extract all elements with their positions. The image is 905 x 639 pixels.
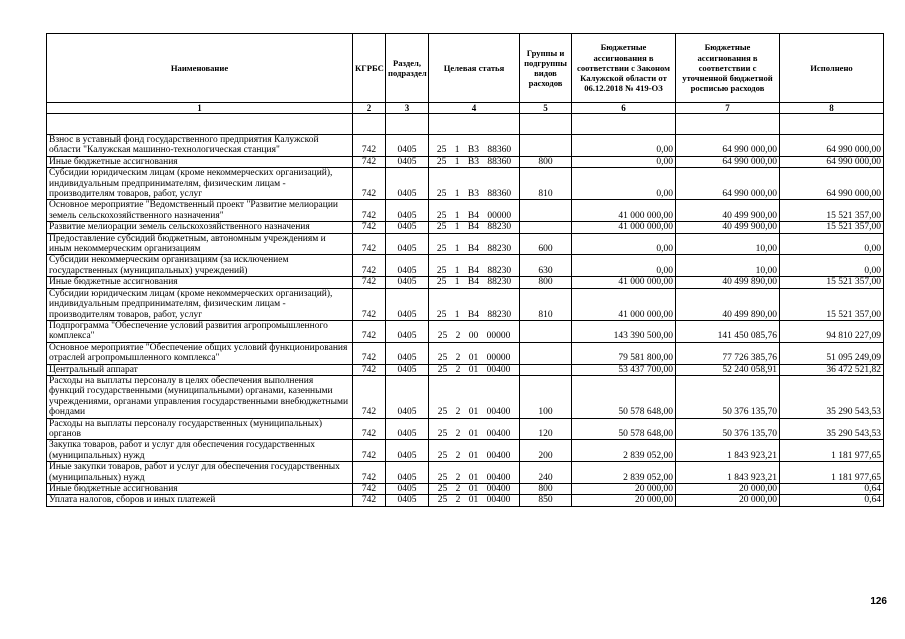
column-number-row <box>47 103 884 114</box>
cell-section: 0405 <box>386 418 429 440</box>
cell-name: Расходы на выплаты персоналу государственных (муниципальных) органов <box>47 418 353 440</box>
cell-law: 53 437 700,00 <box>572 364 676 375</box>
cell-refined: 64 990 000,00 <box>676 135 780 157</box>
cell-kgrbs: 742 <box>353 156 386 167</box>
cell-section: 0405 <box>386 168 429 200</box>
cell-target: 25 1 В3 88360 <box>429 168 520 200</box>
cell-target: 25 1 В3 88360 <box>429 135 520 157</box>
table-row <box>47 277 884 288</box>
table-row <box>47 462 884 484</box>
cell-kgrbs: 742 <box>353 168 386 200</box>
cell-name: Предоставление субсидий бюджетным, автономным учреждениям и иным некоммерческим организациям <box>47 233 353 255</box>
table-row <box>47 200 884 222</box>
cell-group: 810 <box>520 288 572 320</box>
table-body <box>47 114 884 507</box>
header-groups: Группы и подгруппы видов расходов <box>520 34 572 103</box>
cell-group: 120 <box>520 418 572 440</box>
cell-group <box>520 342 572 364</box>
cell-section: 0405 <box>386 375 429 418</box>
table-row <box>47 320 884 342</box>
cell-kgrbs: 742 <box>353 222 386 233</box>
cell-section: 0405 <box>386 288 429 320</box>
table-row <box>47 418 884 440</box>
cell-name: Субсидии юридическим лицам (кроме некоммерческих организаций), индивидуальным предпринимателям, физическим лицам - производителям товаров, работ, услуг <box>47 168 353 200</box>
table-row <box>47 156 884 167</box>
cell-name: Иные закупки товаров, работ и услуг для обеспечения государственных (муниципальных) нужд <box>47 462 353 484</box>
cell-law: 143 390 500,00 <box>572 320 676 342</box>
cell-target: 25 2 00 00000 <box>429 320 520 342</box>
cell-executed: 64 990 000,00 <box>780 135 884 157</box>
cell-executed: 35 290 543,53 <box>780 375 884 418</box>
cell-section: 0405 <box>386 462 429 484</box>
table-row <box>47 233 884 255</box>
cell-law: 0,00 <box>572 135 676 157</box>
cell-executed: 51 095 249,09 <box>780 342 884 364</box>
cell-section: 0405 <box>386 440 429 462</box>
cell-target: 25 1 В4 00000 <box>429 200 520 222</box>
cell-executed: 0,00 <box>780 255 884 277</box>
cell-kgrbs: 742 <box>353 255 386 277</box>
cell-executed: 64 990 000,00 <box>780 168 884 200</box>
cell-law: 41 000 000,00 <box>572 222 676 233</box>
cell-law: 41 000 000,00 <box>572 277 676 288</box>
cell-section: 0405 <box>386 255 429 277</box>
cell-refined: 50 376 135,70 <box>676 418 780 440</box>
cell-refined: 64 990 000,00 <box>676 168 780 200</box>
cell-kgrbs: 742 <box>353 233 386 255</box>
col-num: 7 <box>676 103 780 114</box>
col-num: 2 <box>353 103 386 114</box>
table-row <box>47 484 884 495</box>
col-num: 8 <box>780 103 884 114</box>
cell-kgrbs: 742 <box>353 342 386 364</box>
cell-kgrbs: 742 <box>353 277 386 288</box>
header-refined: Бюджетные ассигнования в соответствии с уточненной бюджетной росписью расходов <box>676 34 780 103</box>
cell-name: Субсидии юридическим лицам (кроме некоммерческих организаций), индивидуальным предпринимателям, физическим лицам - производителям товаров, работ, услуг <box>47 288 353 320</box>
cell-group <box>520 364 572 375</box>
cell-group: 800 <box>520 277 572 288</box>
cell-refined: 20 000,00 <box>676 484 780 495</box>
cell-kgrbs: 742 <box>353 440 386 462</box>
col-num: 4 <box>429 103 520 114</box>
cell-kgrbs: 742 <box>353 288 386 320</box>
cell-law: 41 000 000,00 <box>572 288 676 320</box>
cell-section: 0405 <box>386 342 429 364</box>
cell-target: 25 2 01 00400 <box>429 375 520 418</box>
cell-section: 0405 <box>386 135 429 157</box>
cell-section: 0405 <box>386 200 429 222</box>
cell-target: 25 2 01 00400 <box>429 462 520 484</box>
cell-target: 25 1 В3 88360 <box>429 156 520 167</box>
cell-refined: 141 450 085,76 <box>676 320 780 342</box>
cell-refined: 20 000,00 <box>676 495 780 506</box>
cell-group: 800 <box>520 156 572 167</box>
cell-group: 810 <box>520 168 572 200</box>
cell-section: 0405 <box>386 156 429 167</box>
cell-law: 0,00 <box>572 255 676 277</box>
cell-refined: 1 843 923,21 <box>676 440 780 462</box>
cell-kgrbs: 742 <box>353 364 386 375</box>
cell-name: Основное мероприятие "Обеспечение общих условий функционирования отраслей агропромышленного комплекса" <box>47 342 353 364</box>
cell-kgrbs: 742 <box>353 484 386 495</box>
cell-kgrbs: 742 <box>353 200 386 222</box>
header-executed: Исполнено <box>780 34 884 103</box>
cell-law: 0,00 <box>572 233 676 255</box>
cell-group: 200 <box>520 440 572 462</box>
cell-target: 25 1 В4 88230 <box>429 255 520 277</box>
cell-name: Развитие мелиорации земель сельскохозяйственного назначения <box>47 222 353 233</box>
cell-law: 20 000,00 <box>572 484 676 495</box>
header-row <box>47 34 884 103</box>
table-row <box>47 288 884 320</box>
budget-table-container <box>46 33 884 507</box>
cell-refined: 40 499 900,00 <box>676 200 780 222</box>
cell-name: Уплата налогов, сборов и иных платежей <box>47 495 353 506</box>
table-row <box>47 440 884 462</box>
cell-section: 0405 <box>386 233 429 255</box>
cell-refined: 77 726 385,76 <box>676 342 780 364</box>
cell-refined: 40 499 890,00 <box>676 288 780 320</box>
cell-refined: 40 499 900,00 <box>676 222 780 233</box>
table-row <box>47 342 884 364</box>
col-num: 5 <box>520 103 572 114</box>
page-number: 126 <box>870 596 887 607</box>
cell-group <box>520 200 572 222</box>
col-num: 3 <box>386 103 429 114</box>
cell-kgrbs: 742 <box>353 320 386 342</box>
cell-refined: 1 843 923,21 <box>676 462 780 484</box>
cell-section: 0405 <box>386 364 429 375</box>
cell-section: 0405 <box>386 484 429 495</box>
cell-executed: 64 990 000,00 <box>780 156 884 167</box>
cell-name: Основное мероприятие "Ведомственный проект "Развитие мелиорации земель сельскохозяйственного назначения" <box>47 200 353 222</box>
cell-law: 41 000 000,00 <box>572 200 676 222</box>
cell-kgrbs: 742 <box>353 375 386 418</box>
header-section: Раздел, подраздел <box>386 34 429 103</box>
table-row <box>47 168 884 200</box>
header-name: Наименование <box>47 34 353 103</box>
budget-table <box>46 33 884 507</box>
cell-law: 50 578 648,00 <box>572 375 676 418</box>
cell-target: 25 1 В4 88230 <box>429 233 520 255</box>
cell-group: 630 <box>520 255 572 277</box>
cell-refined: 52 240 058,91 <box>676 364 780 375</box>
cell-law: 0,00 <box>572 168 676 200</box>
cell-target: 25 2 01 00400 <box>429 440 520 462</box>
cell-group <box>520 320 572 342</box>
table-row <box>47 375 884 418</box>
cell-name: Подпрограмма "Обеспечение условий развития агропромышленного комплекса" <box>47 320 353 342</box>
cell-executed: 15 521 357,00 <box>780 277 884 288</box>
cell-executed: 1 181 977,65 <box>780 462 884 484</box>
cell-kgrbs: 742 <box>353 495 386 506</box>
table-row <box>47 255 884 277</box>
cell-section: 0405 <box>386 495 429 506</box>
cell-name: Расходы на выплаты персоналу в целях обеспечения выполнения функций государственными (муниципальными) органами, казенными учреждениями, органами управления государственными внебюджетными фондами <box>47 375 353 418</box>
cell-name: Центральный аппарат <box>47 364 353 375</box>
cell-refined: 50 376 135,70 <box>676 375 780 418</box>
cell-name: Иные бюджетные ассигнования <box>47 277 353 288</box>
cell-law: 0,00 <box>572 156 676 167</box>
cell-target: 25 1 В4 88230 <box>429 288 520 320</box>
cell-executed: 0,64 <box>780 484 884 495</box>
cell-executed: 15 521 357,00 <box>780 222 884 233</box>
cell-law: 2 839 052,00 <box>572 462 676 484</box>
header-target: Целевая статья <box>429 34 520 103</box>
cell-name: Иные бюджетные ассигнования <box>47 156 353 167</box>
cell-section: 0405 <box>386 320 429 342</box>
cell-target: 25 2 01 00000 <box>429 342 520 364</box>
cell-law: 2 839 052,00 <box>572 440 676 462</box>
col-num: 1 <box>47 103 353 114</box>
cell-executed: 35 290 543,53 <box>780 418 884 440</box>
cell-name: Субсидии некоммерческим организациям (за исключением государственных (муниципальных) учреждений) <box>47 255 353 277</box>
cell-executed: 36 472 521,82 <box>780 364 884 375</box>
table-row <box>47 135 884 157</box>
cell-kgrbs: 742 <box>353 135 386 157</box>
cell-target: 25 2 01 00400 <box>429 484 520 495</box>
cell-group: 800 <box>520 484 572 495</box>
cell-name: Взнос в уставный фонд государственного предприятия Калужской области "Калужская машинно-технологическая станция" <box>47 135 353 157</box>
cell-section: 0405 <box>386 222 429 233</box>
cell-law: 50 578 648,00 <box>572 418 676 440</box>
table-row <box>47 364 884 375</box>
table-row <box>47 495 884 506</box>
cell-executed: 0,64 <box>780 495 884 506</box>
header-law: Бюджетные ассигнования в соответствии с Законом Калужской области от 06.12.2018 № 419-ОЗ <box>572 34 676 103</box>
cell-law: 79 581 800,00 <box>572 342 676 364</box>
header-kgrbs: КГРБС <box>353 34 386 103</box>
cell-target: 25 2 01 00400 <box>429 495 520 506</box>
cell-group: 600 <box>520 233 572 255</box>
cell-section: 0405 <box>386 277 429 288</box>
cell-group <box>520 135 572 157</box>
cell-name: Иные бюджетные ассигнования <box>47 484 353 495</box>
cell-group: 850 <box>520 495 572 506</box>
cell-target: 25 2 01 00400 <box>429 364 520 375</box>
cell-kgrbs: 742 <box>353 462 386 484</box>
table-row <box>47 222 884 233</box>
cell-law: 20 000,00 <box>572 495 676 506</box>
cell-group: 100 <box>520 375 572 418</box>
cell-target: 25 1 В4 88230 <box>429 222 520 233</box>
cell-target: 25 2 01 00400 <box>429 418 520 440</box>
cell-refined: 40 499 890,00 <box>676 277 780 288</box>
cell-group: 240 <box>520 462 572 484</box>
cell-group <box>520 222 572 233</box>
cell-refined: 10,00 <box>676 255 780 277</box>
cell-executed: 94 810 227,09 <box>780 320 884 342</box>
spacer-row <box>47 114 884 135</box>
cell-executed: 15 521 357,00 <box>780 288 884 320</box>
cell-executed: 0,00 <box>780 233 884 255</box>
cell-name: Закупка товаров, работ и услуг для обеспечения государственных (муниципальных) нужд <box>47 440 353 462</box>
cell-refined: 64 990 000,00 <box>676 156 780 167</box>
cell-target: 25 1 В4 88230 <box>429 277 520 288</box>
cell-executed: 1 181 977,65 <box>780 440 884 462</box>
col-num: 6 <box>572 103 676 114</box>
cell-executed: 15 521 357,00 <box>780 200 884 222</box>
cell-kgrbs: 742 <box>353 418 386 440</box>
cell-refined: 10,00 <box>676 233 780 255</box>
